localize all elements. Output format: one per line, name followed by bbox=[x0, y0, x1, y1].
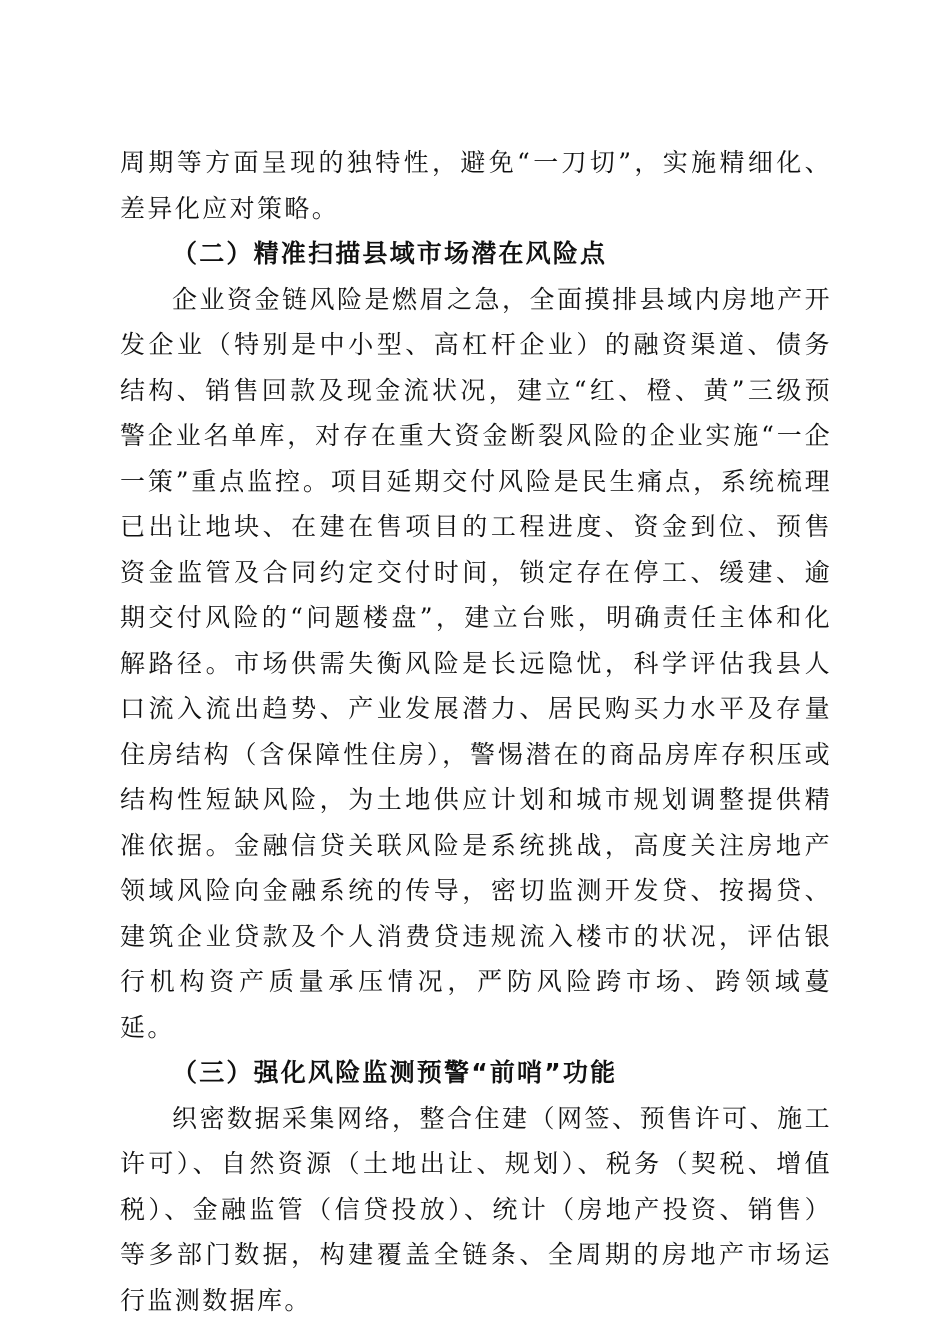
document-body bbox=[120, 140, 832, 1323]
paragraph-risk-points: 企业资金链风险是燃眉之急，全面摸排县域内房地产开发企业（特别是中小型、高杠杆企业）的融资渠道、债务结构、销售回款及现金流状况，建立“红、橙、黄”三级预警企业名单库，对存在重大资金断裂风险的企业实施“一企一策”重点监控。项目延期交付风险是民生痛点，系统梳理已出让地块、在建在售项目的工程进度、资金到位、预售资金监管及合同约定交付时间，锁定存在停工、缓建、逾期交付风险的“问题楼盘”，建立台账，明确责任主体和化解路径。市场供需失衡风险是长远隐忧，科学评估我县人口流入流出趋势、产业发展潜力、居民购买力水平及存量住房结构（含保障性住房），警惕潜在的商品房库存积压或结构性短缺风险，为土地供应计划和城市规划调整提供精准依据。金融信贷关联风险是系统挑战，高度关注房地产领域风险向金融系统的传导，密切监测开发贷、按揭贷、建筑企业贷款及个人消费贷违规流入楼市的状况，评估银行机构资产质量承压情况，严防风险跨市场、跨领域蔓延。 bbox=[120, 284, 832, 1042]
section-heading-2: （二）精准扫描县域市场潜在风险点 bbox=[172, 239, 608, 268]
paragraph-monitoring: 织密数据采集网络，整合住建（网签、预售许可、施工许可）、自然资源（土地出让、规划）、税务（契税、增值税）、金融监管（信贷投放）、统计（房地产投资、销售）等多部门数据，构建覆盖全链条、全周期的房地产市场运行监测数据库。 bbox=[120, 1103, 832, 1315]
section-heading-3: （三）强化风险监测预警“前哨”功能 bbox=[172, 1058, 618, 1087]
paragraph-continuation: 周期等方面呈现的独特性，避免“一刀切”，实施精细化、差异化应对策略。 bbox=[120, 148, 832, 223]
